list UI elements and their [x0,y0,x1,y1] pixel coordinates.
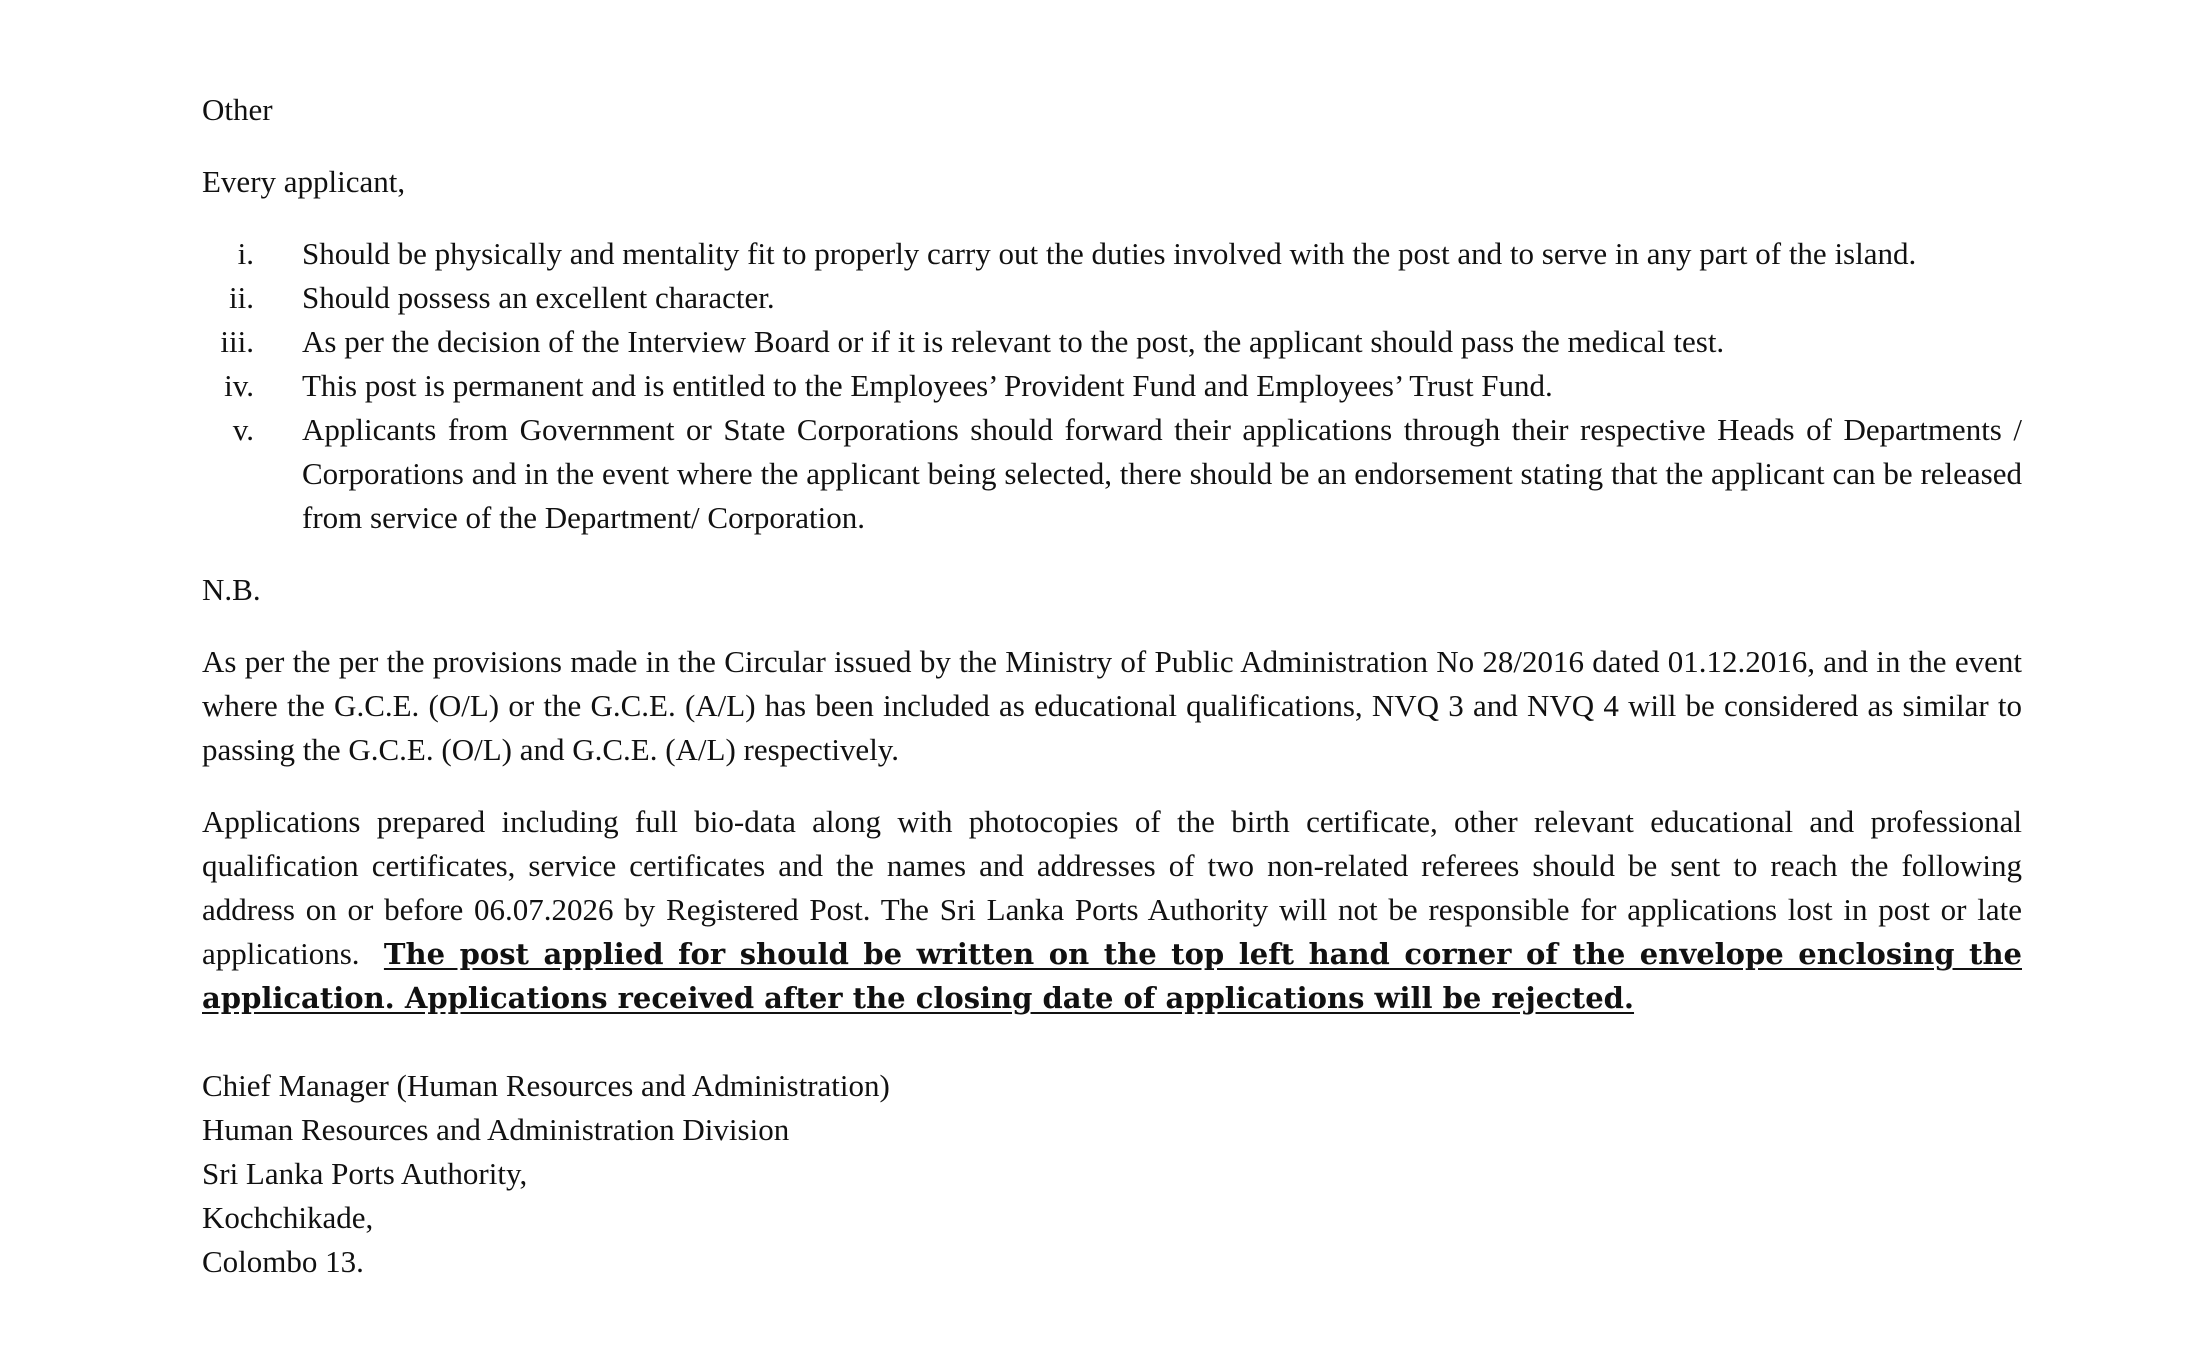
address-line: Kochchikade, [202,1200,374,1235]
list-item-text: This post is permanent and is entitled to the Employees’ Provident Fund and Employees’ Trust Fund. [302,368,1553,403]
nb-label: N.B. [202,572,261,607]
requirements-list [202,232,2022,540]
list-item-number: ii. [229,280,254,315]
applications-paragraph [202,800,2022,1020]
section-heading-other: Other [202,92,273,127]
list-item-text: Should possess an excellent character. [302,280,775,315]
list-item [202,320,2022,364]
list-item-number: i. [237,236,254,271]
list-item [202,408,2022,540]
list-item [202,364,2022,408]
address-line: Sri Lanka Ports Authority, [202,1156,528,1191]
list-item-text: Should be physically and mentality fit to properly carry out the duties involved with the post and to serve in any part of the island. [302,236,1917,271]
document-page [202,88,2022,1284]
list-item-number: iii. [220,324,254,359]
applications-emphasis: The post applied for should be written on the top left hand corner of the envelope enclosing the application. Applications received after the closing date of applications will be rejected. [202,937,2022,1015]
list-item-text: Applicants from Government or State Corporations should forward their applications through their respective Heads of Departments / Corporations and in the event where the applicant being selected, there should be an endorsement stating that the applicant can be released from service of the Department/ Corporation. [302,412,2022,535]
list-item [202,276,2022,320]
address-line: Chief Manager (Human Resources and Administration) [202,1068,890,1103]
list-item-number: v. [232,412,254,447]
address-line: Colombo 13. [202,1244,364,1279]
nb-paragraph: As per the per the provisions made in the Circular issued by the Ministry of Public Administration No 28/2016 dated 01.12.2016, and in the event where the G.C.E. (O/L) or the G.C.E. (A/L) has been included as educational qualifications, NVQ 3 and NVQ 4 will be considered as similar to passing the G.C.E. (O/L) and G.C.E. (A/L) respectively. [202,644,2022,767]
mailing-address [202,1064,2022,1284]
intro-text: Every applicant, [202,164,406,199]
list-item-text: As per the decision of the Interview Board or if it is relevant to the post, the applicant should pass the medical test. [302,324,1725,359]
list-item-number: iv. [224,368,254,403]
address-line: Human Resources and Administration Division [202,1112,790,1147]
list-item [202,232,2022,276]
applications-text: Applications prepared including full bio-data along with photocopies of the birth certificate, other relevant educational and professional qualification certificates, service certificates and the names and addresses of two non-related referees should be sent to reach the following address on or before 06.07.2026 by Registered Post. The Sri Lanka Ports Authority will not be responsible for applications lost in post or late applications. [202,804,2022,971]
